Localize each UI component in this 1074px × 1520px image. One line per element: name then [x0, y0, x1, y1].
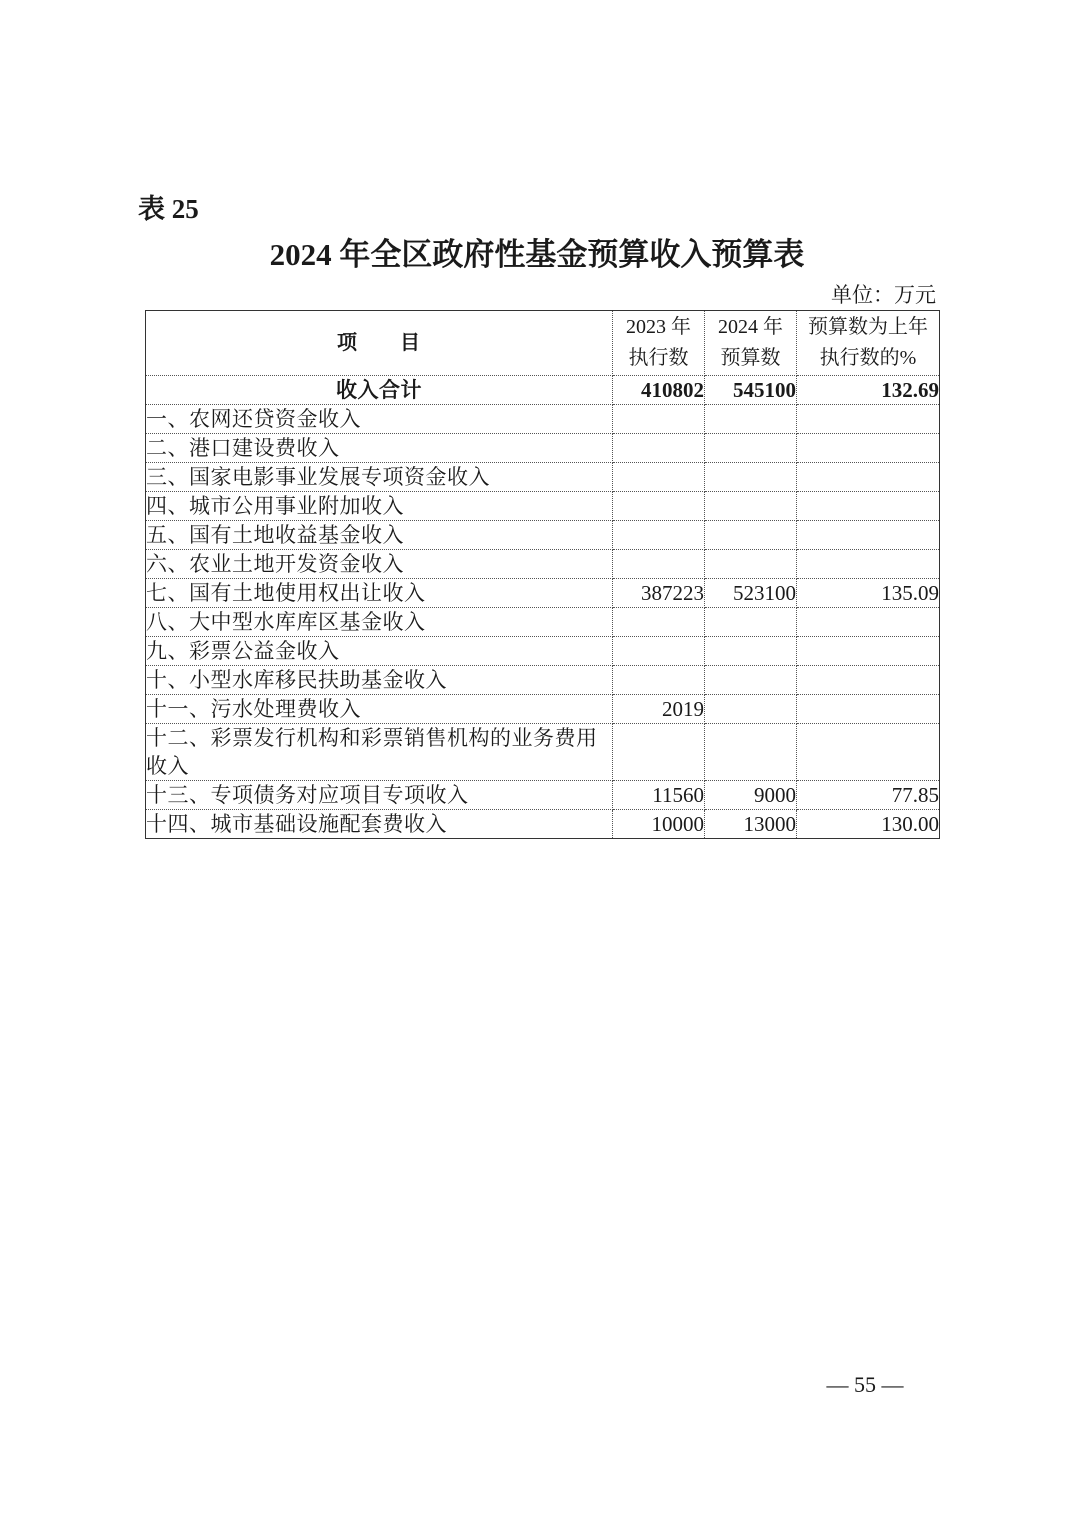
header-ratio-line2: 执行数的%	[819, 347, 917, 369]
table-row	[146, 521, 940, 550]
item-name: 十四、城市基础设施配套费收入	[146, 810, 613, 839]
header-ratio	[797, 311, 940, 376]
ratio-value	[797, 666, 940, 695]
page-number: — 55 —	[826, 1372, 904, 1397]
table-row	[146, 724, 940, 781]
item-name: 六、农业土地开发资金收入	[146, 550, 613, 579]
header-budget-2024	[705, 311, 797, 376]
header-ratio-line1: 预算数为上年	[808, 316, 928, 338]
exec-2023-value	[613, 434, 705, 463]
budget-2024-value	[705, 463, 797, 492]
exec-2023-value	[613, 608, 705, 637]
header-exec-2023	[613, 311, 705, 376]
exec-2023-value	[613, 405, 705, 434]
total-name: 收入合计	[146, 376, 613, 405]
ratio-value	[797, 405, 940, 434]
header-budget-2024-line2: 预算数	[720, 347, 781, 369]
header-exec-2023-line2: 执行数	[628, 347, 689, 369]
ratio-value	[797, 521, 940, 550]
table-row	[146, 579, 940, 608]
exec-2023-value	[613, 550, 705, 579]
table-row	[146, 695, 940, 724]
item-name: 三、国家电影事业发展专项资金收入	[146, 463, 613, 492]
ratio-value	[797, 463, 940, 492]
ratio-value	[797, 550, 940, 579]
ratio-value: 135.09	[797, 579, 940, 608]
table-header-row	[146, 311, 940, 376]
exec-2023-value	[613, 463, 705, 492]
exec-2023-value: 11560	[613, 781, 705, 810]
table-row	[146, 666, 940, 695]
ratio-value	[797, 608, 940, 637]
total-ratio: 132.69	[797, 376, 940, 405]
total-budget-2024: 545100	[705, 376, 797, 405]
ratio-value	[797, 434, 940, 463]
budget-2024-value	[705, 521, 797, 550]
ratio-value: 130.00	[797, 810, 940, 839]
budget-2024-value: 9000	[705, 781, 797, 810]
table-row	[146, 550, 940, 579]
budget-2024-value	[705, 695, 797, 724]
item-name: 十三、专项债务对应项目专项收入	[146, 781, 613, 810]
header-exec-2023-line1: 2023 年	[626, 316, 691, 338]
exec-2023-value	[613, 521, 705, 550]
exec-2023-value	[613, 492, 705, 521]
ratio-value	[797, 695, 940, 724]
ratio-value	[797, 637, 940, 666]
budget-2024-value	[705, 434, 797, 463]
budget-2024-value	[705, 637, 797, 666]
item-name: 一、农网还贷资金收入	[146, 405, 613, 434]
item-name: 十一、污水处理费收入	[146, 695, 613, 724]
exec-2023-value	[613, 666, 705, 695]
table-row	[146, 405, 940, 434]
item-name: 四、城市公用事业附加收入	[146, 492, 613, 521]
budget-2024-value	[705, 405, 797, 434]
table-row	[146, 434, 940, 463]
item-name: 九、彩票公益金收入	[146, 637, 613, 666]
table-row	[146, 637, 940, 666]
budget-2024-value	[705, 492, 797, 521]
table-row	[146, 492, 940, 521]
unit-label: 单位：万元	[831, 283, 936, 307]
table-row	[146, 781, 940, 810]
item-name: 七、国有土地使用权出让收入	[146, 579, 613, 608]
item-name: 五、国有土地收益基金收入	[146, 521, 613, 550]
item-name: 十二、彩票发行机构和彩票销售机构的业务费用收入	[146, 724, 613, 781]
document-title: 2024 年全区政府性基金预算收入预算表	[269, 237, 805, 272]
budget-table	[145, 310, 940, 839]
item-name: 八、大中型水库库区基金收入	[146, 608, 613, 637]
budget-2024-value: 13000	[705, 810, 797, 839]
item-name: 十、小型水库移民扶助基金收入	[146, 666, 613, 695]
exec-2023-value: 387223	[613, 579, 705, 608]
total-exec-2023: 410802	[613, 376, 705, 405]
budget-2024-value	[705, 666, 797, 695]
table-row	[146, 608, 940, 637]
exec-2023-value	[613, 724, 705, 781]
exec-2023-value: 2019	[613, 695, 705, 724]
exec-2023-value	[613, 637, 705, 666]
ratio-value: 77.85	[797, 781, 940, 810]
budget-2024-value: 523100	[705, 579, 797, 608]
ratio-value	[797, 492, 940, 521]
table-label: 表 25	[138, 194, 199, 224]
exec-2023-value: 10000	[613, 810, 705, 839]
item-name: 二、港口建设费收入	[146, 434, 613, 463]
total-row	[146, 376, 940, 405]
table-row	[146, 463, 940, 492]
ratio-value	[797, 724, 940, 781]
budget-2024-value	[705, 550, 797, 579]
budget-2024-value	[705, 724, 797, 781]
table-row	[146, 810, 940, 839]
header-item: 项 目	[146, 311, 613, 376]
header-budget-2024-line1: 2024 年	[718, 316, 783, 338]
budget-2024-value	[705, 608, 797, 637]
